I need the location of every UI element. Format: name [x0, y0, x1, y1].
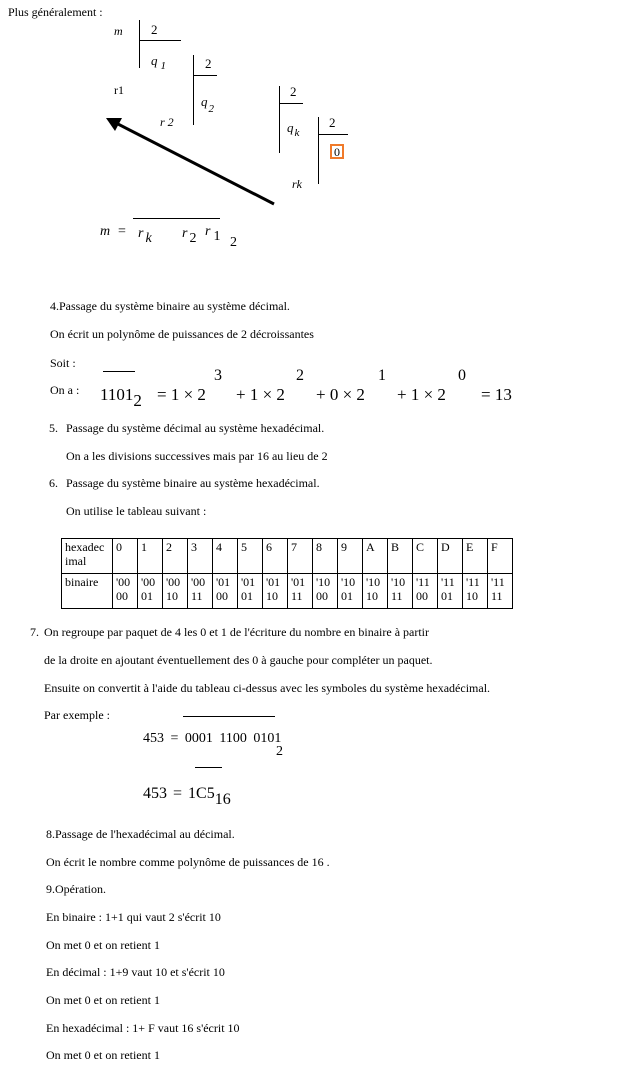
table-cell: '11 11: [488, 574, 513, 609]
section-5-title: Passage du système décimal au système hexadécimal.: [66, 421, 325, 435]
table-cell: 5: [238, 539, 263, 574]
divisor-2-c: 2: [290, 84, 297, 99]
table-cell: 6: [263, 539, 288, 574]
table-cell: A: [363, 539, 388, 574]
quotient-qk: $q_k$: [287, 120, 300, 139]
table-cell: D: [438, 539, 463, 574]
table-cell: 7: [288, 539, 313, 574]
table-cell: '00 11: [188, 574, 213, 609]
example-label: Par exemple :: [44, 708, 110, 722]
section-4-title: 4.Passage du système binaire au système décimal.: [50, 299, 290, 313]
section-8-title: 8.Passage de l'hexadécimal au décimal.: [46, 827, 235, 841]
final-quotient-zero: 0: [330, 144, 344, 159]
soit-label: Soit :: [50, 356, 76, 370]
table-cell: '00 01: [138, 574, 163, 609]
table-cell: B: [388, 539, 413, 574]
table-cell: E: [463, 539, 488, 574]
section-7-line-3: Ensuite on convertit à l'aide du tableau ci-dessus avec les symboles du système hexadécimal.: [44, 681, 491, 695]
section-6-title: Passage du système binaire au système hexadécimal.: [66, 476, 320, 490]
section-7-number: 7.: [30, 625, 39, 639]
table-cell: 2: [163, 539, 188, 574]
table-cell: 8: [313, 539, 338, 574]
divisor-2-b: 2: [205, 56, 212, 71]
dividend-m: m: [114, 24, 123, 38]
read-direction-arrow: [0, 0, 642, 260]
section-5-text: On a les divisions successives mais par 16 au lieu de 2: [66, 449, 328, 463]
table-cell: 1: [138, 539, 163, 574]
quotient-q2: $q_2$: [201, 94, 214, 115]
table-cell: '01 10: [263, 574, 288, 609]
section-5-number: 5.: [49, 421, 58, 435]
intro-heading: Plus généralement :: [8, 5, 103, 19]
table-cell: 3: [188, 539, 213, 574]
table-cell: '00 10: [163, 574, 188, 609]
remainder-rk: rk: [292, 177, 302, 191]
table-cell: '01 00: [213, 574, 238, 609]
section-7-line-2: de la droite en ajoutant éventuellement des 0 à gauche pour compléter un paquet.: [44, 653, 433, 667]
table-cell: F: [488, 539, 513, 574]
section-8-text: On écrit le nombre comme polynôme de puissances de 16 .: [46, 855, 330, 869]
table-cell: '11 10: [463, 574, 488, 609]
table-cell: '11 00: [413, 574, 438, 609]
table-cell: '10 10: [363, 574, 388, 609]
section-7-line-1: On regroupe par paquet de 4 les 0 et 1 de l'écriture du nombre en binaire à partir: [44, 625, 430, 639]
table-cell: '01 01: [238, 574, 263, 609]
table-cell: '10 01: [338, 574, 363, 609]
table-cell: '01 11: [288, 574, 313, 609]
ona-label: On a :: [50, 383, 80, 397]
table-cell: 4: [213, 539, 238, 574]
table-cell: C: [413, 539, 438, 574]
section-9-title: 9.Opération.: [46, 882, 106, 896]
section-9-line-2: On met 0 et on retient 1: [46, 938, 160, 952]
section-6-text: On utilise le tableau suivant :: [66, 504, 207, 518]
table-cell: '00 00: [113, 574, 138, 609]
section-9-line-6: On met 0 et on retient 1: [46, 1048, 160, 1062]
table-cell: 0: [113, 539, 138, 574]
section-9-line-1: En binaire : 1+1 qui vaut 2 s'écrit 10: [46, 910, 221, 924]
table-row: [62, 539, 513, 574]
table-cell: '10 11: [388, 574, 413, 609]
divisor-2-a: 2: [151, 22, 158, 37]
section-9-line-5: En hexadécimal : 1+ F vaut 16 s'écrit 10: [46, 1021, 240, 1035]
hex-binary-table: [61, 538, 513, 609]
table-cell: 9: [338, 539, 363, 574]
section-4-text: On écrit un polynôme de puissances de 2 décroissantes: [50, 327, 314, 341]
remainder-r1: r1: [114, 83, 124, 97]
table-cell: hexadec imal: [62, 539, 113, 574]
section-6-number: 6.: [49, 476, 58, 490]
table-row: [62, 574, 513, 609]
divisor-2-d: 2: [329, 115, 336, 130]
table-cell: '11 01: [438, 574, 463, 609]
quotient-q1: q $_1$: [151, 53, 166, 72]
table-cell: binaire: [62, 574, 113, 609]
remainder-r2: r 2: [160, 115, 174, 129]
section-9-line-4: On met 0 et on retient 1: [46, 993, 160, 1007]
table-cell: '10 00: [313, 574, 338, 609]
section-9-line-3: En décimal : 1+9 vaut 10 et s'écrit 10: [46, 965, 225, 979]
